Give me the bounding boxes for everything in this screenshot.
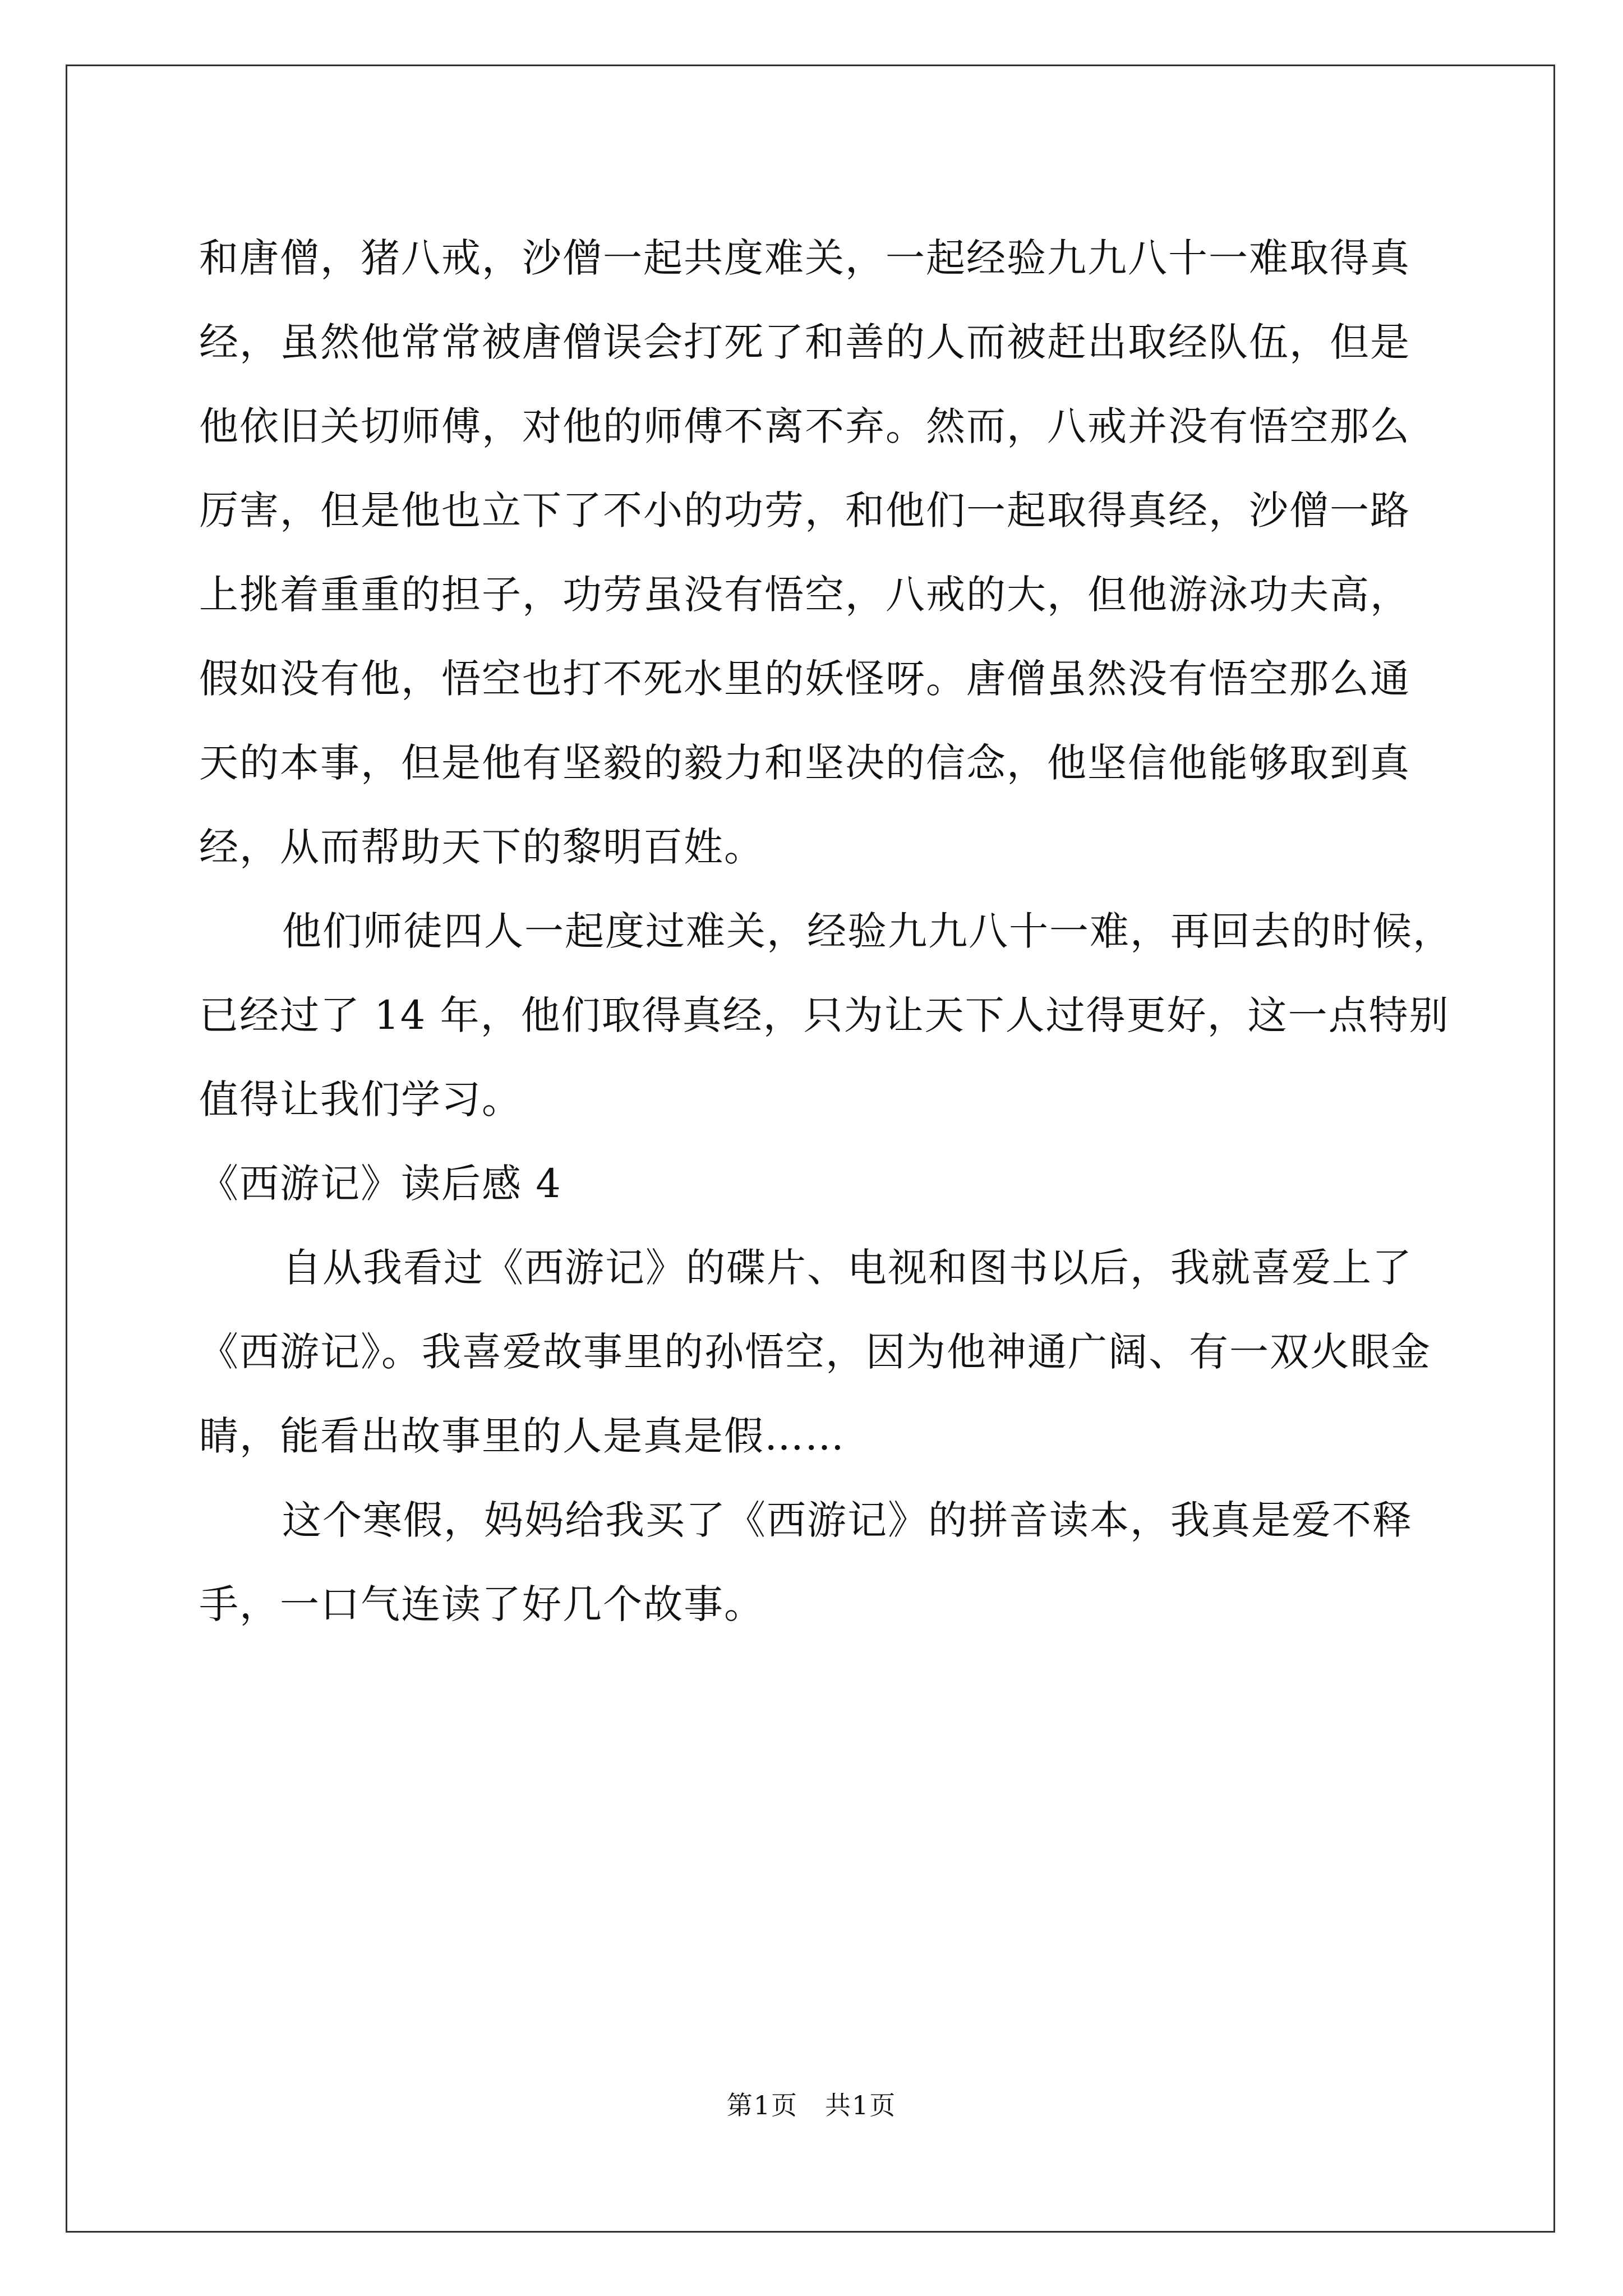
text-line: 自从我看过《西游记》的碟片、电视和图书以后，我就喜爱上了 (282, 1245, 1413, 1291)
paragraph-continuation (199, 1562, 1422, 1646)
section-heading (199, 1142, 1422, 1226)
page-number-label: 第1页 共1页 (726, 2090, 897, 2120)
paragraph (199, 1226, 1422, 1310)
text-line: 经，虽然他常常被唐僧误会打死了和善的人而被赶出取经队伍，但是 (199, 319, 1410, 365)
paragraph-continuation (199, 973, 1450, 1142)
text-line: 他们师徒四人一起度过难关，经验九九八十一难，再回去的时候， (282, 908, 1453, 954)
text-line: 《西游记》。我喜爱故事里的孙悟空，因为他神通广阔、有一双火眼金 (199, 1329, 1431, 1375)
paragraph (199, 889, 1453, 973)
text-line: 上挑着重重的担子，功劳虽没有悟空，八戒的大，但他游泳功夫高， (199, 572, 1410, 618)
text-line: 经，从而帮助天下的黎明百姓。 (199, 824, 764, 870)
page-footer (0, 2088, 1623, 2122)
text-line: 他依旧关切师傅，对他的师傅不离不弃。然而，八戒并没有悟空那么 (199, 403, 1410, 449)
paragraph (199, 216, 1422, 889)
text-line: 假如没有他，悟空也打不死水里的妖怪呀。唐僧虽然没有悟空那么通 (199, 656, 1410, 702)
text-line: 和唐僧，猪八戒，沙僧一起共度难关，一起经验九九八十一难取得真 (199, 235, 1410, 281)
text-line: 已经过了 14 年，他们取得真经，只为让天下人过得更好，这一点特别 (199, 992, 1450, 1038)
text-line: 睛，能看出故事里的人是真是假…… (199, 1413, 845, 1459)
text-line: 手，一口气连读了好几个故事。 (199, 1581, 764, 1627)
text-line: 这个寒假，妈妈给我买了《西游记》的拼音读本，我真是爱不释 (282, 1497, 1413, 1543)
section-heading-text: 《西游记》读后感 4 (199, 1161, 562, 1207)
text-line: 值得让我们学习。 (199, 1076, 522, 1122)
text-line: 厉害，但是他也立下了不小的功劳，和他们一起取得真经，沙僧一路 (199, 487, 1410, 533)
paragraph-continuation (199, 1310, 1431, 1478)
text-line: 天的本事，但是他有坚毅的毅力和坚决的信念，他坚信他能够取到真 (199, 740, 1410, 786)
document-body (199, 216, 1453, 1646)
paragraph (199, 1478, 1422, 1562)
